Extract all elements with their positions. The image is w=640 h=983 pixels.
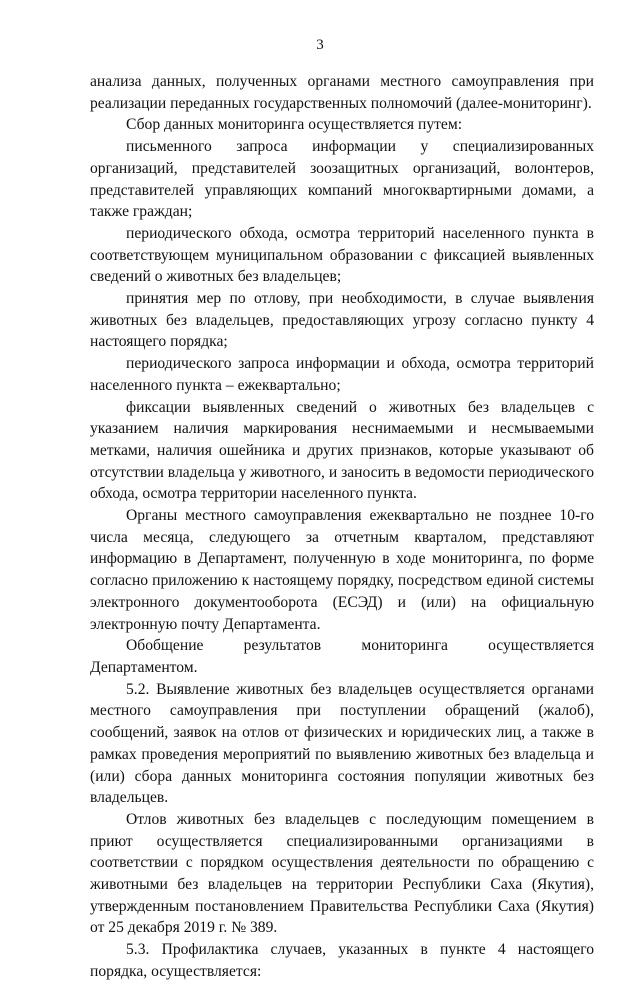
paragraph-capture-measures: принятия мер по отлову, при необходимости, в случае выявления животных без владельцев, предоставляющих угрозу согласно пункту 4 настоящего порядка;	[90, 290, 594, 351]
paragraph-written-request: письменного запроса информации у специализированных организаций, представителей зоозащитных организаций, волонтеров, представителей управляющих компаний многоквартирными домами, а также граждан;	[90, 138, 594, 221]
paragraph-section-5-3: 5.3. Профилактика случаев, указанных в пункте 4 настоящего порядка, осуществляется:	[90, 941, 594, 980]
paragraph-recording-findings: фиксации выявленных сведений о животных без владельцев с указанием наличия маркирования неснимаемыми и несмываемыми метками, наличия ошейника и других признаков, которые указывают об отсутствии владельца у животного, и заносить в ведомости периодического обхода, осмотра территории населенного пункта.	[90, 398, 594, 503]
paragraph-periodic-inspection: периодического обхода, осмотра территорий населенного пункта в соответствующем муниципальном образовании с фиксацией выявленных сведений о животных без владельцев;	[90, 224, 594, 286]
paragraph-monitoring-definition-continued: анализа данных, полученных органами местного самоуправления при реализации переданных государственных полномочий (далее-мониторинг).	[90, 73, 594, 112]
page-number: 3	[316, 37, 324, 53]
paragraph-section-5-2: 5.2. Выявление животных без владельцев осуществляется органами местного самоуправления при поступлении обращений (жалоб), сообщений, заявок на отлов от физических и юридических лиц, а также в рамках проведения мероприятий по выявлению животных без владельца и (или) сбора данных мониторинга состояния популяции животных без владельцев.	[90, 680, 594, 807]
document-body	[90, 71, 594, 983]
paragraph-summary-by-department: Обобщение результатов мониторинга осуществляется Департаментом.	[90, 637, 594, 676]
paragraph-capture-and-shelter: Отлов животных без владельцев с последующим помещением в приют осуществляется специализированными организациями в соответствии с порядком осуществления деятельности по обращению с животными без владельцев на территории Республики Саха (Якутия), утвержденным постановлением Правительства Республики Саха (Якутия) от 25 декабря 2019 г. № 389.	[90, 810, 594, 937]
paragraph-quarterly-reporting: Органы местного самоуправления ежеквартально не позднее 10-го числа месяца, следующего за отчетным кварталом, представляют информацию в Департамент, полученную в ходе мониторинга, по форме согласно приложению к настоящему порядку, посредством единой системы электронного документооборота (ЕСЭД) и (или) на официальную электронную почту Департамента.	[90, 507, 594, 633]
paragraph-data-collection-intro: Сбор данных мониторинга осуществляется путем:	[126, 116, 463, 134]
paragraph-quarterly-frequency: периодического запроса информации и обхода, осмотра территорий населенного пункта – ежеквартально;	[90, 355, 594, 394]
